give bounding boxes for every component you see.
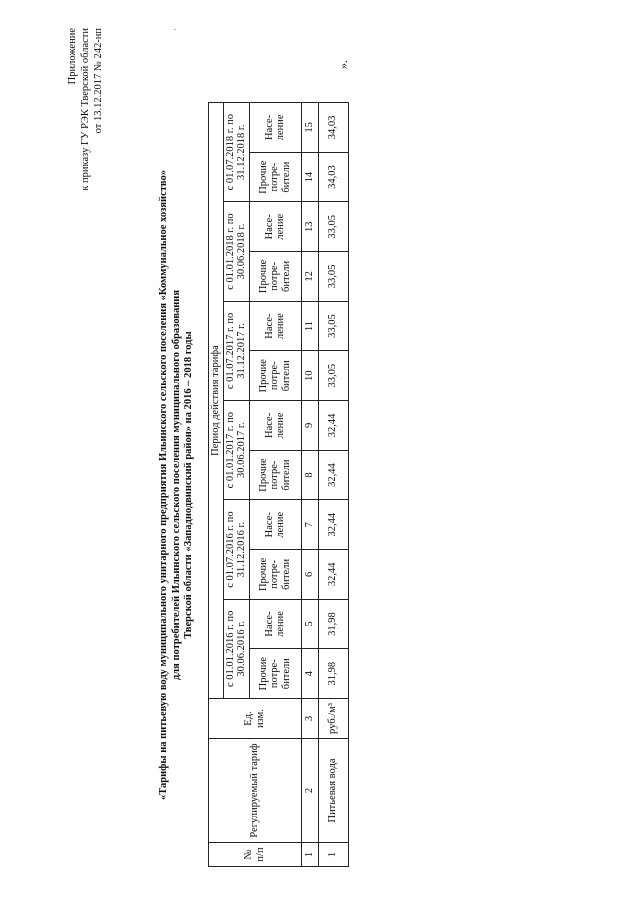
title-line-3: Тверской области «Западнодвинский район» на 2016 – 2018 годы [183, 331, 194, 639]
header-row-period [209, 103, 224, 867]
tariff-value-population: 34,03 [318, 103, 348, 153]
column-number-row [301, 103, 318, 867]
column-number: 12 [301, 252, 318, 302]
header-range-1: с 01.01.2016 г. по 30.06.2016 г. [223, 599, 249, 698]
column-number: 5 [301, 599, 318, 649]
column-number: 7 [301, 500, 318, 550]
document-title [158, 105, 196, 865]
appendix-line-1: Приложение [67, 28, 78, 85]
tariff-value-other: 32,44 [318, 550, 348, 600]
scan-speck: · [170, 28, 180, 31]
column-number: 10 [301, 351, 318, 401]
column-number: 4 [301, 649, 318, 699]
header-range-2: с 01.07.2016 г. по 31.12.2016 г. [223, 500, 249, 599]
tariff-value-other: 34,03 [318, 152, 348, 202]
column-number: 2 [301, 739, 318, 843]
header-range-3: с 01.01.2017 г. по 30.06.2017 г. [223, 401, 249, 500]
header-population: Насе-ление [249, 500, 301, 550]
appendix-note [66, 28, 105, 191]
tariff-table [208, 102, 349, 867]
column-number: 6 [301, 550, 318, 600]
tariff-value-population: 33,05 [318, 301, 348, 351]
appendix-line-3: от 13.12.2017 № 242-нп [93, 28, 104, 134]
header-range-5: с 01.01.2018 г. по 30.06.2018 г. [223, 202, 249, 301]
appendix-line-2: к приказу ГУ РЭК Тверской области [80, 28, 91, 191]
header-other-consumers: Прочие потре-бители [249, 550, 301, 600]
header-population: Насе-ление [249, 599, 301, 649]
header-tariff: Регулируемый тариф [209, 739, 302, 843]
tariff-value-population: 32,44 [318, 500, 348, 550]
row-num: 1 [318, 843, 348, 867]
header-range-6: с 01.07.2018 г. по 31.12.2018 г. [223, 103, 249, 202]
tariff-value-population: 33,05 [318, 202, 348, 252]
tariff-value-population: 31,98 [318, 599, 348, 649]
column-number: 9 [301, 401, 318, 451]
header-unit: Ед. изм. [209, 699, 302, 739]
header-population: Насе-ление [249, 301, 301, 351]
title-line-2: для потребителей Ильинского сельского поселения муниципального образования [170, 289, 182, 681]
header-population: Насе-ление [249, 202, 301, 252]
column-number: 1 [301, 843, 318, 867]
column-number: 15 [301, 103, 318, 153]
column-number: 11 [301, 301, 318, 351]
header-population: Насе-ление [249, 401, 301, 451]
header-other-consumers: Прочие потре-бители [249, 152, 301, 202]
tariff-value-other: 33,05 [318, 351, 348, 401]
tariff-value-other: 31,98 [318, 649, 348, 699]
row-tariff: Питьевая вода [318, 739, 348, 843]
tariff-value-other: 32,44 [318, 450, 348, 500]
row-unit: руб./м³ [318, 699, 348, 739]
header-population: Насе-ление [249, 103, 301, 153]
header-num: № п/п [209, 843, 302, 867]
header-other-consumers: Прочие потре-бители [249, 351, 301, 401]
column-number: 14 [301, 152, 318, 202]
column-number: 13 [301, 202, 318, 252]
header-other-consumers: Прочие потре-бители [249, 450, 301, 500]
header-period: Период действия тарифа [209, 103, 224, 699]
header-other-consumers: Прочие потре-бители [249, 649, 301, 699]
title-line-1: «Тарифы на питьевую воду муниципального унитарного предприятия Ильинского сельского поселения «Коммунальное хозяйство» [158, 170, 169, 800]
tariff-value-population: 32,44 [318, 401, 348, 451]
header-range-4: с 01.07.2017 г. по 31.12.2017 г. [223, 301, 249, 400]
header-other-consumers: Прочие потре-бители [249, 252, 301, 302]
table-row [318, 103, 348, 867]
column-number: 8 [301, 450, 318, 500]
column-number: 3 [301, 699, 318, 739]
tariff-value-other: 33,05 [318, 252, 348, 302]
closing-quote-mark: ». [336, 60, 350, 69]
